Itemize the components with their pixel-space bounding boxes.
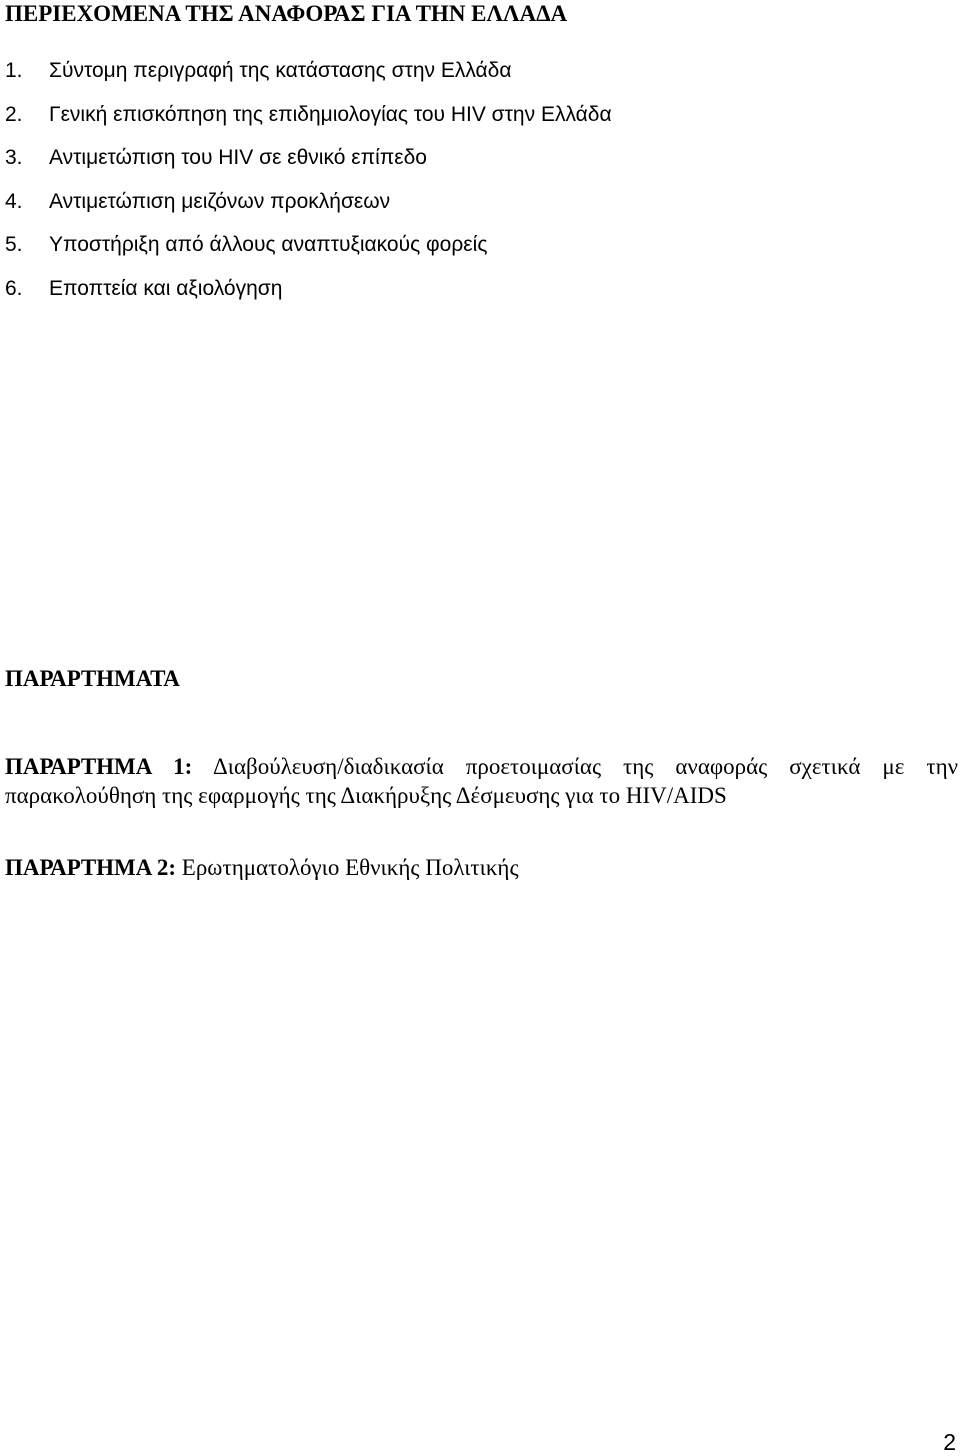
- toc-item: [5, 143, 612, 173]
- page-number: 2: [943, 1429, 956, 1455]
- toc-item-text: Υποστήριξη από άλλους αναπτυξιακούς φορείς: [49, 233, 488, 257]
- toc-item: [5, 56, 612, 86]
- toc-item-number: 5.: [5, 233, 23, 257]
- annexes-heading: ΠΑΡΑΡΤΗΜΑΤΑ: [5, 666, 180, 691]
- toc-item-number: 4.: [5, 189, 23, 213]
- toc-item: [5, 274, 612, 304]
- toc-list: [5, 56, 612, 318]
- annex-2-entry: [5, 853, 519, 882]
- toc-item-text: Γενική επισκόπηση της επιδημιολογίας του HIV στην Ελλάδα: [49, 102, 612, 126]
- toc-item-number: 6.: [5, 276, 23, 300]
- annex-2-label: ΠΑΡΑΡΤΗΜΑ 2:: [5, 855, 177, 880]
- toc-item-text: Σύντομη περιγραφή της κατάστασης στην Ελλάδα: [49, 59, 512, 82]
- toc-item: [5, 187, 612, 217]
- toc-item-number: 2.: [5, 102, 23, 126]
- toc-title: ΠΕΡΙΕΧΟΜΕΝΑ ΤΗΣ ΑΝΑΦΟΡΑΣ ΓΙΑ ΤΗΝ ΕΛΛΑΔΑ: [5, 1, 568, 26]
- toc-item-number: 3.: [5, 146, 23, 170]
- annex-1-label: ΠΑΡΑΡΤΗΜΑ 1:: [5, 754, 193, 779]
- toc-item: [5, 100, 612, 130]
- annex-2-text: Ερωτηματολόγιο Εθνικής Πολιτικής: [181, 855, 519, 880]
- toc-item-number: 1.: [5, 59, 23, 82]
- toc-item-text: Αντιμετώπιση μειζόνων προκλήσεων: [49, 189, 391, 213]
- toc-item: [5, 230, 612, 260]
- toc-item-text: Αντιμετώπιση του HIV σε εθνικό επίπεδο: [49, 146, 427, 170]
- annex-1-text: Διαβούλευση/διαδικασία προετοιμασίας της αναφοράς σχετικά με την παρακολούθηση της εφαρμογής της Διακήρυξης Δέσμευσης για το HIV/AIDS: [5, 754, 958, 808]
- toc-item-text: Εποπτεία και αξιολόγηση: [49, 276, 283, 300]
- annex-1-entry: [5, 752, 958, 810]
